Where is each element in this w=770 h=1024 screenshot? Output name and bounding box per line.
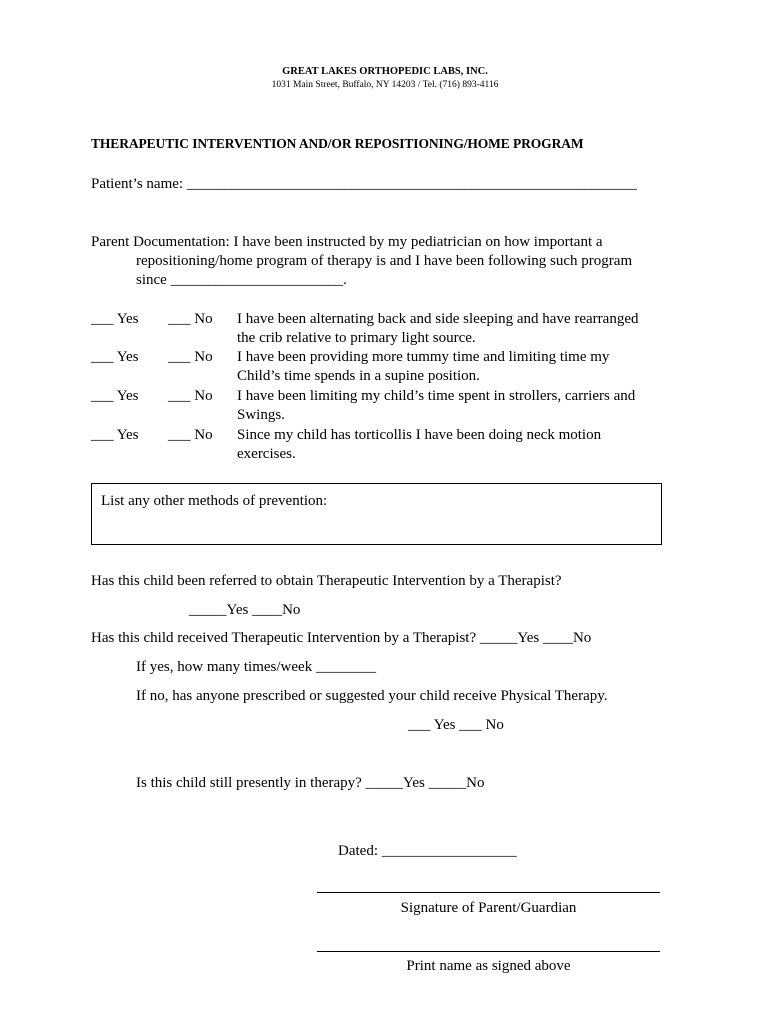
signature-label: Signature of Parent/Guardian xyxy=(400,900,577,916)
checklist-statement-line1: I have been providing more tummy time and limiting time my xyxy=(237,349,610,365)
signature-line[interactable] xyxy=(317,892,660,893)
print-name-label: Print name as signed above xyxy=(406,958,571,974)
question-still-in-therapy[interactable]: Is this child still presently in therapy? _____Yes _____No xyxy=(136,775,485,791)
question-prescribed: If no, has anyone prescribed or suggested your child receive Physical Therapy. xyxy=(136,688,608,704)
checklist-yes-option[interactable]: ___ Yes xyxy=(91,311,139,327)
checklist-no-option[interactable]: ___ No xyxy=(168,349,213,365)
checklist-statement-line1: I have been limiting my child’s time spent in strollers, carriers and xyxy=(237,388,636,404)
checklist-statement-line2: Swings. xyxy=(237,407,285,423)
checklist-no-option[interactable]: ___ No xyxy=(168,388,213,404)
print-name-line[interactable] xyxy=(317,951,660,952)
checklist-statement-line1: Since my child has torticollis I have been doing neck motion xyxy=(237,427,602,443)
checklist-statement-line2: Child’s time spends in a supine position. xyxy=(237,368,480,384)
prevention-methods-box[interactable] xyxy=(91,483,662,545)
question-referred: Has this child been referred to obtain Therapeutic Intervention by a Therapist? xyxy=(91,573,562,589)
dated-field[interactable]: Dated: __________________ xyxy=(338,843,517,859)
question-prescribed-answer[interactable]: ___ Yes ___ No xyxy=(408,717,504,733)
checklist-statement-line2: exercises. xyxy=(237,446,296,462)
patient-name-field[interactable]: Patient’s name: ____________________________________________________________ xyxy=(91,176,637,192)
company-name: GREAT LAKES ORTHOPEDIC LABS, INC. xyxy=(282,66,488,77)
checklist-yes-option[interactable]: ___ Yes xyxy=(91,349,139,365)
checklist-yes-option[interactable]: ___ Yes xyxy=(91,427,139,443)
parent-documentation-line2: repositioning/home program of therapy is and I have been following such program xyxy=(136,253,633,269)
parent-documentation-line1: Parent Documentation: I have been instructed by my pediatrician on how important a xyxy=(91,234,603,250)
checklist-statement-line1: I have been alternating back and side sleeping and have rearranged xyxy=(237,311,639,327)
company-address: 1031 Main Street, Buffalo, NY 14203 / Tel. (716) 893-4116 xyxy=(271,80,499,90)
question-referred-answer[interactable]: _____Yes ____No xyxy=(189,602,301,618)
prevention-methods-label: List any other methods of prevention: xyxy=(101,493,328,509)
parent-documentation-since-field[interactable]: since _______________________. xyxy=(136,272,347,288)
question-how-many-times[interactable]: If yes, how many times/week ________ xyxy=(136,659,376,675)
question-received[interactable]: Has this child received Therapeutic Intervention by a Therapist? _____Yes ____No xyxy=(91,630,592,646)
checklist-statement-line2: the crib relative to primary light source. xyxy=(237,330,476,346)
checklist-no-option[interactable]: ___ No xyxy=(168,311,213,327)
checklist-yes-option[interactable]: ___ Yes xyxy=(91,388,139,404)
checklist-no-option[interactable]: ___ No xyxy=(168,427,213,443)
form-title: THERAPEUTIC INTERVENTION AND/OR REPOSITIONING/HOME PROGRAM xyxy=(91,136,584,151)
